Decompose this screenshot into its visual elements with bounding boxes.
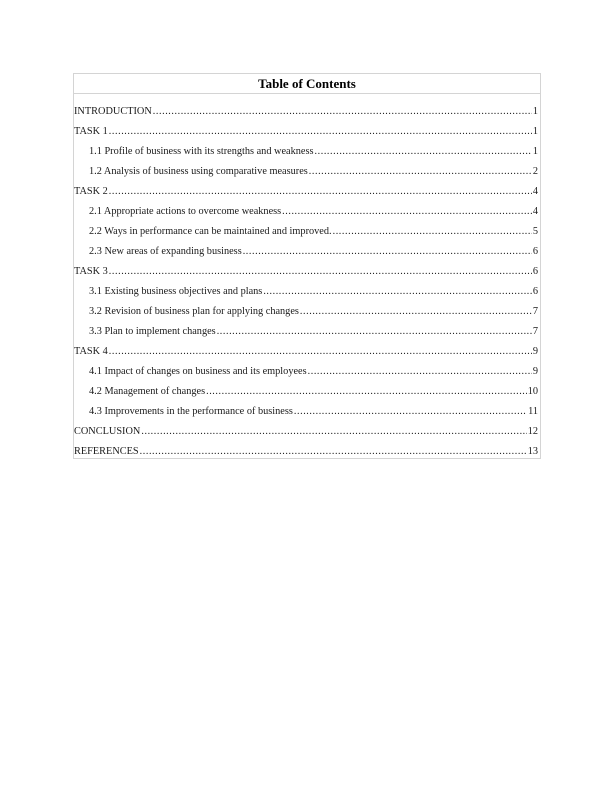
toc-entry-page: 1 bbox=[532, 126, 538, 137]
toc-dot-leader bbox=[333, 226, 532, 238]
toc-dot-leader bbox=[109, 346, 532, 358]
toc-entry-label: 4.3 Improvements in the performance of business bbox=[89, 406, 293, 417]
toc-entry-label: 1.1 Profile of business with its strengths and weakness bbox=[89, 146, 314, 157]
toc-entry-page: 12 bbox=[527, 426, 538, 437]
toc-entry-page: 2 bbox=[532, 166, 538, 177]
toc-entry-conclusion[interactable] bbox=[74, 424, 540, 438]
toc-entry-page: 9 bbox=[532, 366, 538, 377]
toc-dot-leader bbox=[263, 286, 532, 298]
toc-entry-page: 7 bbox=[532, 306, 538, 317]
toc-dot-leader bbox=[282, 206, 532, 218]
toc-entry-label: TASK 2 bbox=[74, 186, 108, 197]
toc-dot-leader bbox=[294, 406, 527, 418]
toc-dot-leader bbox=[309, 166, 532, 178]
toc-entry-label: 4.2 Management of changes bbox=[89, 386, 206, 397]
toc-dot-leader bbox=[109, 186, 532, 198]
toc-entry-1-1[interactable] bbox=[74, 144, 540, 158]
toc-dot-leader bbox=[153, 106, 532, 118]
toc-entry-4-3[interactable] bbox=[74, 404, 540, 418]
toc-entry-page: 6 bbox=[532, 286, 538, 297]
toc-entry-label: 3.2 Revision of business plan for applying changes bbox=[89, 306, 299, 317]
toc-dot-leader bbox=[300, 306, 532, 318]
toc-entry-page: 11 bbox=[528, 406, 538, 417]
toc-entry-label: 4.1 Impact of changes on business and its employees bbox=[89, 366, 307, 377]
toc-dot-leader bbox=[217, 326, 532, 338]
toc-entry-2-1[interactable] bbox=[74, 204, 540, 218]
toc-entry-page: 10 bbox=[527, 386, 538, 397]
toc-entry-4-2[interactable] bbox=[74, 384, 540, 398]
toc-entry-page: 5 bbox=[532, 226, 538, 237]
toc-entry-label: 2.2 Ways in performance can be maintained and improved. bbox=[89, 226, 332, 237]
toc-entry-label: TASK 3 bbox=[74, 266, 108, 277]
toc-entry-1-2[interactable] bbox=[74, 164, 540, 178]
toc-entry-page: 9 bbox=[532, 346, 538, 357]
toc-dot-leader bbox=[315, 146, 532, 158]
toc-entry-label: 3.1 Existing business objectives and plans bbox=[89, 286, 263, 297]
toc-entry-label: REFERENCES bbox=[74, 446, 139, 457]
toc-entry-3-1[interactable] bbox=[74, 284, 540, 298]
toc-entry-label: INTRODUCTION bbox=[74, 106, 152, 117]
toc-dot-leader bbox=[206, 386, 527, 398]
toc-entry-page: 6 bbox=[532, 266, 538, 277]
toc-entry-label: 3.3 Plan to implement changes bbox=[89, 326, 216, 337]
toc-entry-4-1[interactable] bbox=[74, 364, 540, 378]
toc-entry-label: 1.2 Analysis of business using comparative measures bbox=[89, 166, 308, 177]
toc-entry-task-3[interactable] bbox=[74, 264, 540, 278]
toc-dot-leader bbox=[243, 246, 532, 258]
toc-entry-2-3[interactable] bbox=[74, 244, 540, 258]
toc-entry-label: CONCLUSION bbox=[74, 426, 141, 437]
toc-entry-page: 4 bbox=[532, 206, 538, 217]
toc-entry-page: 7 bbox=[532, 326, 538, 337]
table-of-contents bbox=[73, 73, 541, 459]
toc-dot-leader bbox=[308, 366, 532, 378]
toc-entry-label: TASK 4 bbox=[74, 346, 108, 357]
toc-title: Table of Contents bbox=[74, 74, 540, 94]
toc-entry-label: TASK 1 bbox=[74, 126, 108, 137]
toc-entry-task-4[interactable] bbox=[74, 344, 540, 358]
toc-dot-leader bbox=[109, 126, 532, 138]
toc-entry-page: 1 bbox=[532, 146, 538, 157]
toc-entry-page: 6 bbox=[532, 246, 538, 257]
toc-entry-label: 2.1 Appropriate actions to overcome weakness bbox=[89, 206, 282, 217]
toc-entry-label: 2.3 New areas of expanding business bbox=[89, 246, 242, 257]
toc-entry-page: 4 bbox=[532, 186, 538, 197]
toc-entry-references[interactable] bbox=[74, 444, 540, 458]
toc-dot-leader bbox=[109, 266, 532, 278]
toc-entry-page: 13 bbox=[527, 446, 538, 457]
toc-entry-page: 1 bbox=[532, 106, 538, 117]
toc-entry-task-1[interactable] bbox=[74, 124, 540, 138]
toc-entry-task-2[interactable] bbox=[74, 184, 540, 198]
toc-entry-2-2[interactable] bbox=[74, 224, 540, 238]
toc-dot-leader bbox=[140, 446, 527, 458]
toc-dot-leader bbox=[141, 426, 526, 438]
toc-entry-3-2[interactable] bbox=[74, 304, 540, 318]
toc-entry-3-3[interactable] bbox=[74, 324, 540, 338]
toc-entry-introduction[interactable] bbox=[74, 104, 540, 118]
